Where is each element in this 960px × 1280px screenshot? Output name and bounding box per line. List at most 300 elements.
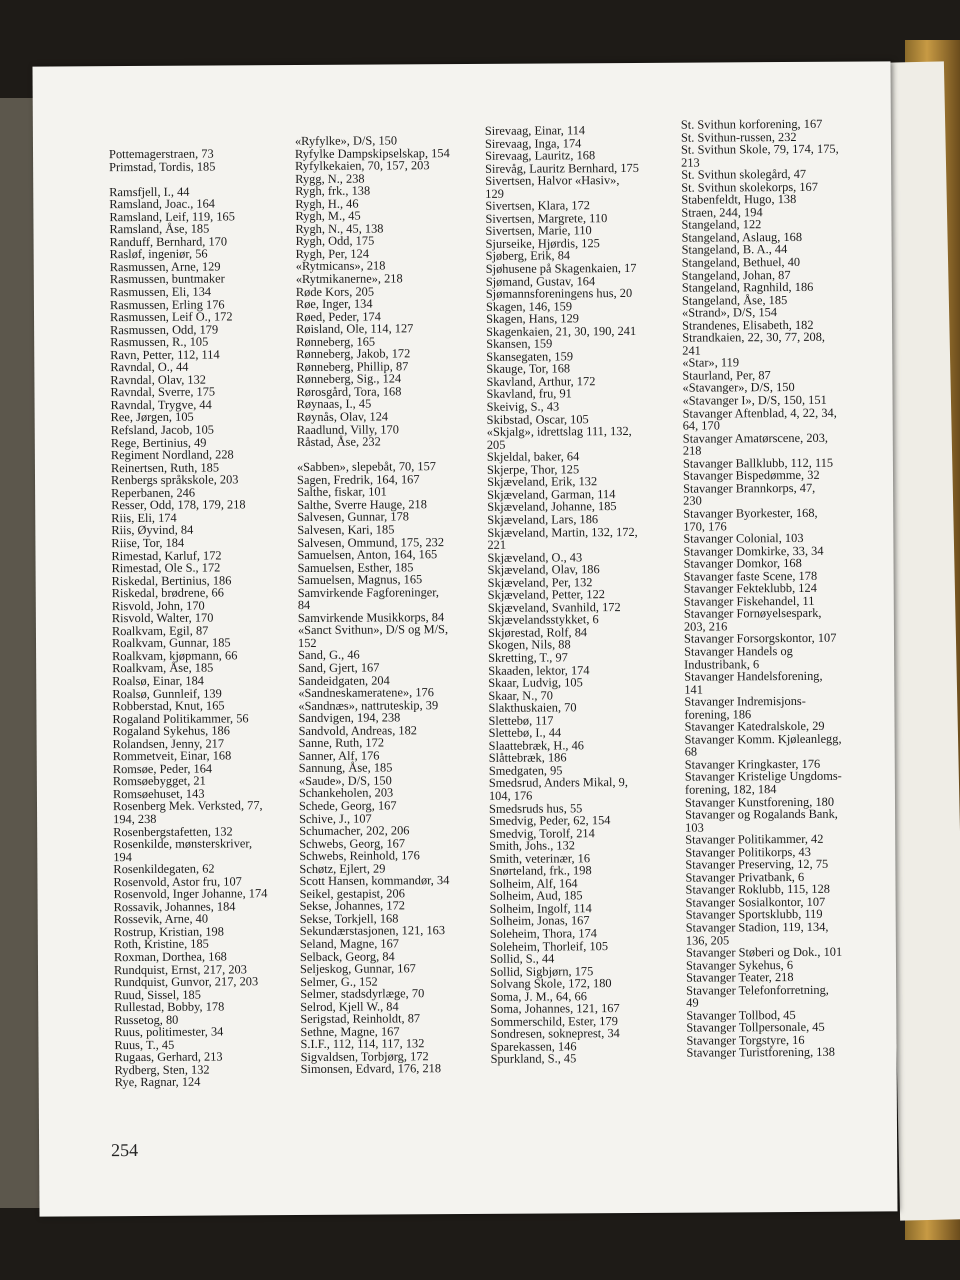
index-entry: Sivertsen, Margrete, 110 [485, 210, 608, 226]
index-entry: Rimestad, Ole S., 172 [111, 560, 221, 576]
index-entry: Skavland, Arthur, 172 [486, 374, 596, 389]
index-entry: Solheim, Alf, 164 [489, 876, 578, 891]
index-entry: St. Svithun korforening, 167 [680, 116, 823, 132]
index-entry: Stabenfeldt, Hugo, 138 [681, 192, 797, 207]
index-entry: «Sandnæs», nattruteskip, 39 [298, 697, 439, 713]
index-entry: Stavanger Forsorgskontor, 107 [683, 631, 837, 647]
index-entry: Stavanger Telefonforretning, [686, 982, 829, 998]
index-entry: Sivertsen, Klara, 172 [485, 198, 591, 214]
index-entry: «Strand», D/S, 154 [681, 305, 778, 320]
index-entry: Rasmussen, Eli, 134 [109, 284, 212, 300]
index-entry: St. Svithun skolegård, 47 [681, 167, 807, 182]
index-entry: Stavanger Kristelige Ungdoms- [684, 769, 842, 785]
index-entry: Ruus, politimester, 34 [114, 1024, 224, 1040]
index-entry: Skjerpe, Thor, 125 [486, 462, 580, 477]
index-entry: Skaar, Ludvig, 105 [488, 675, 583, 690]
index-entry: Stangeland, 122 [681, 217, 762, 233]
index-entry: Sirevaag, Lauritz, 168 [485, 148, 596, 163]
index-entry: Rogaland Politikammer, 56 [112, 710, 249, 726]
index-entry: Rundquist, Ernst, 217, 203 [113, 961, 247, 977]
index-entry: 170, 176 [683, 518, 727, 534]
index-entry: Sommerschild, Ester, 179 [490, 1013, 618, 1029]
index-entry: Strandkaien, 22, 30, 77, 208, [682, 330, 826, 345]
index-entry: Stavanger Politikammer, 42 [685, 831, 824, 847]
index-entry: Skjæveland, Svanhild, 172 [487, 599, 621, 615]
index-entry: Primstad, Tordis, 185 [109, 159, 216, 174]
index-entry: Solheim, Jonas, 167 [489, 913, 590, 929]
index-entry: 205 [486, 437, 506, 452]
index-entry: Stavanger Domkirke, 33, 34 [683, 543, 824, 559]
index-entry: Sjømand, Gustav, 164 [485, 273, 596, 289]
index-entry: St. Svithun Skole, 79, 174, 175, [680, 141, 839, 157]
index-entry: Skansen, 159 [486, 336, 553, 352]
index-entry: Skretting, T., 97 [488, 650, 568, 665]
index-entry: Slettebø, I., 44 [488, 725, 562, 741]
index-column-2 [295, 134, 455, 1076]
index-entry: Stavanger Colonial, 103 [683, 530, 804, 546]
index-entry: Stavanger Domkor, 168 [683, 556, 802, 571]
index-entry: Smedsruds hus, 55 [488, 800, 583, 816]
index-entry: Rostrup, Kristian, 198 [113, 924, 224, 940]
index-entry: Rommetveit, Einar, 168 [112, 748, 232, 764]
index-entry: forening, 186 [684, 706, 752, 722]
index-entry: Smith, veterinær, 16 [489, 850, 591, 866]
index-entry: Skansegaten, 159 [486, 349, 574, 364]
index-entry: Sjømannsforeningens hus, 20 [485, 286, 633, 301]
index-entry: Roalkvam, Gunnar, 185 [111, 635, 231, 651]
index-entry: Sandvold, Andreas, 182 [298, 722, 417, 738]
page-number: 254 [111, 1140, 139, 1161]
index-entry: Stavanger Handelsforening, [684, 668, 823, 684]
index-entry: Sollid, Sigbjørn, 175 [489, 963, 594, 979]
index-entry: Rugaas, Gerhard, 213 [114, 1049, 223, 1065]
index-entry: Stavanger Bispedømme, 32 [682, 468, 820, 483]
index-entry: «Ryfylke», D/S, 150 [294, 133, 398, 149]
index-entry: Rønneberg, 165 [296, 334, 376, 349]
index-entry: Ravndal, Sverre, 175 [110, 384, 216, 400]
index-entry: Strandenes, Elisabeth, 182 [682, 317, 814, 333]
index-entry: Skagen, 146, 159 [485, 298, 573, 314]
index-entry: Rasmussen, R., 105 [110, 334, 209, 350]
index-entry: Stavanger Turistforening, 138 [686, 1045, 835, 1061]
index-entry: Rønneberg, Phillip, 87 [296, 359, 409, 374]
index-entry: Romsøehuset, 143 [112, 786, 205, 802]
index-entry: Slakthuskaien, 70 [488, 700, 577, 716]
index-entry: Salvesen, Ommund, 175, 232 [297, 534, 445, 550]
index-entry: Ree, Jørgen, 105 [110, 410, 194, 425]
index-entry: Skjæveland, Erik, 132 [486, 474, 598, 490]
index-entry: Soleheim, Thorleif, 105 [489, 938, 609, 954]
index-entry: Rygh, N., 45, 138 [295, 221, 384, 236]
index-entry: Stavanger Komm. Kjøleanlegg, [684, 731, 842, 747]
index-entry: Riskedal, brødrene, 66 [111, 585, 224, 601]
index-entry: Skjæveland, O., 43 [487, 549, 583, 565]
index-entry: Smedvig, Torolf, 214 [489, 825, 595, 841]
index-entry: Selback, Georg, 84 [299, 948, 395, 964]
index-entry: Stavanger Fiskehandel, 11 [683, 593, 815, 609]
index-entry: Stangeland, Bethuel, 40 [681, 254, 801, 270]
index-entry: Roth, Kristine, 185 [113, 937, 209, 952]
index-entry: Seland, Magne, 167 [299, 936, 400, 952]
index-entry: 103 [685, 820, 704, 835]
index-entry: 213 [681, 155, 700, 170]
index-entry: «Rytmicans», 218 [295, 258, 386, 274]
index-entry: Sand, Gjert, 167 [298, 660, 380, 675]
index-entry: Stavanger Sportsklubb, 119 [685, 907, 823, 923]
index-entry: Sekundærstasjonen, 121, 163 [299, 923, 446, 939]
index-entry: Soma, Johannes, 121, 167 [490, 1001, 620, 1017]
index-entry: Sekse, Johannes, 172 [299, 898, 405, 914]
index-entry: Ravndal, Olav, 132 [110, 372, 207, 388]
index-entry: Slettebø, 117 [488, 713, 554, 728]
index-entry: Schankeholen, 203 [298, 785, 394, 801]
index-entry: Scott Hansen, kommandør, 34 [299, 873, 450, 889]
index-entry: Smedsrud, Anders Mikal, 9, [488, 775, 628, 791]
index-entry: St. Svithun-russen, 232 [680, 129, 797, 145]
index-entry: Roalkvam, Egil, 87 [111, 623, 209, 638]
index-entry: Schede, Georg, 167 [298, 798, 397, 814]
index-entry: Rygh, Odd, 175 [295, 233, 375, 249]
index-entry: forening, 182, 184 [684, 782, 777, 797]
index-entry: Stavanger Aftenblad, 4, 22, 34, [682, 405, 837, 421]
index-entry: Roalsø, Einar, 184 [112, 673, 205, 689]
index-entry: Samvirkende Musikkorps, 84 [297, 609, 445, 625]
index-entry: Stavanger Teater, 218 [686, 970, 794, 985]
index-entry: Stavanger Tollbod, 45 [686, 1007, 796, 1023]
index-entry: Slaattebræk, H., 46 [488, 738, 585, 753]
index-entry: Solheim, Ingolf, 114 [489, 901, 592, 916]
index-entry: Selmer, G., 152 [300, 974, 378, 989]
index-entry: Skagenkaien, 21, 30, 190, 241 [486, 323, 637, 339]
index-entry: Stavanger Ballklubb, 112, 115 [682, 455, 834, 471]
index-entry: 68 [684, 744, 698, 760]
index-entry: Sparekassen, 146 [490, 1039, 577, 1054]
index-entry: Serigstad, Reinholdt, 87 [300, 1011, 421, 1027]
index-entry: Stavanger Kunstforening, 180 [684, 794, 835, 810]
index-entry: Raadlund, Villy, 170 [296, 421, 399, 437]
index-entry: Skjæveland, Olav, 186 [487, 562, 600, 578]
index-entry: Renbergs språkskole, 203 [110, 472, 239, 488]
index-entry: Reperbanen, 246 [111, 485, 196, 500]
index-entry: Roalkvam, kjøpmann, 66 [112, 648, 238, 664]
index-entry: Salthe, Sverre Hauge, 218 [297, 497, 427, 512]
index-entry: Rosenvold, Inger Johanne, 174 [113, 886, 268, 902]
index-entry: Simonsen, Edvard, 176, 218 [300, 1061, 442, 1077]
index-entry: Rønneberg, Jakob, 172 [296, 346, 411, 362]
index-entry: Risvold, John, 170 [111, 598, 205, 613]
index-entry: Stavanger Sosialkontor, 107 [685, 894, 826, 910]
index-page [32, 61, 897, 1216]
index-column-4 [681, 118, 844, 1060]
index-entry: 241 [682, 343, 701, 358]
index-entry: Ravndal, O., 44 [110, 359, 189, 375]
index-entry: Salthe, fiskar, 101 [297, 484, 387, 500]
index-entry: Sivertsen, Halvor «Hasiv», [485, 173, 620, 189]
index-entry: Sagen, Fredrik, 164, 167 [296, 472, 420, 487]
index-entry: Skjæveland, Per, 132 [487, 574, 593, 590]
index-entry: Sanne, Ruth, 172 [298, 735, 385, 751]
index-entry: Rye, Ragnar, 124 [114, 1075, 201, 1090]
index-entry: Industribank, 6 [684, 656, 760, 672]
index-entry: Stavanger Preserving, 12, 75 [685, 857, 829, 872]
index-entry: Skavland, fru, 91 [486, 386, 572, 402]
index-entry: Rasmussen, Arne, 129 [109, 259, 221, 275]
index-entry: Sethne, Magne, 167 [300, 1024, 400, 1039]
index-entry: Sjøberg, Erik, 84 [485, 248, 571, 264]
index-entry: 194 [113, 849, 132, 864]
index-entry: Schwebs, Reinhold, 176 [299, 848, 420, 864]
index-entry: Rosenberg Mek. Verksted, 77, [112, 798, 263, 814]
index-entry: «Skjalg», idrettslag 111, 132, [486, 424, 632, 439]
index-entry: «Sandneskameratene», 176 [298, 685, 434, 701]
index-entry: Ramsland, Åse, 185 [109, 221, 210, 237]
index-entry: St. Svithun skolekorps, 167 [681, 179, 818, 195]
index-entry: Stavanger Indremisjons- [684, 694, 806, 709]
index-entry: Solheim, Aud, 185 [489, 888, 583, 904]
index-entry: «Sabben», slepebåt, 70, 157 [296, 459, 437, 475]
index-entry: Sirevaag, Inga, 174 [484, 135, 582, 151]
index-entry: Stavanger faste Scene, 178 [683, 568, 818, 584]
index-entry: Stavanger Byorkester, 168, [683, 505, 818, 521]
index-entry: 152 [297, 635, 317, 650]
index-entry: Sekse, Torkjell, 168 [299, 911, 399, 926]
index-entry: Sjurseike, Hjørdis, 125 [485, 236, 600, 251]
index-entry: Reinertsen, Ruth, 185 [110, 460, 220, 475]
index-entry: Stavanger Katedralskole, 29 [684, 719, 825, 734]
index-entry: Røde Kors, 205 [295, 284, 375, 299]
index-entry: «Star», 119 [682, 355, 740, 371]
index-entry: Rygh, Per, 124 [295, 246, 370, 261]
index-entry: Ruud, Sissel, 185 [114, 987, 201, 1002]
index-entry: 64, 170 [682, 418, 720, 433]
index-entry: 84 [297, 598, 311, 613]
index-entry: Rygg, N., 238 [295, 171, 365, 186]
index-entry: Ryfylkekaien, 70, 157, 203 [295, 158, 430, 174]
index-entry: Sannung, Åse, 185 [298, 760, 393, 776]
index-entry: Rullestad, Bobby, 178 [114, 999, 225, 1015]
index-entry: Schumacher, 202, 206 [299, 823, 410, 839]
index-entry: Stavanger Roklubb, 115, 128 [685, 882, 831, 898]
index-entry: Sollid, S., 44 [489, 951, 555, 966]
index-entry: Sivertsen, Marie, 110 [485, 223, 592, 239]
index-entry: Smith, Johs., 132 [489, 838, 576, 854]
index-entry: «Stavanger I», D/S, 150, 151 [682, 392, 827, 408]
index-entry: Røynås, Olav, 124 [296, 409, 389, 425]
index-entry: Rasmussen, Leif O., 172 [109, 309, 233, 325]
index-entry: Skagen, Hans, 129 [486, 311, 580, 327]
index-entry: Romsøebygget, 21 [112, 773, 206, 789]
index-entry: Stangeland, Aslaug, 168 [681, 229, 803, 245]
index-entry: Snørteland, frk., 198 [489, 863, 592, 879]
index-entry: Rydberg, Sten, 132 [114, 1062, 210, 1078]
index-entry: Samuelsen, Anton, 164, 165 [297, 547, 438, 563]
index-entry: Rege, Bertinius, 49 [110, 435, 207, 450]
index-entry: Stavanger Kringkaster, 176 [684, 756, 821, 772]
index-column-3 [485, 124, 645, 1066]
index-entry: Rygh, H., 46 [295, 196, 359, 211]
index-entry: Skaaden, lektor, 174 [488, 662, 590, 678]
index-entry: Risvold, Walter, 170 [111, 610, 214, 626]
index-entry: «Rytmikanerne», 218 [295, 271, 403, 287]
index-entry: Stavanger Torgstyre, 16 [686, 1032, 805, 1048]
index-entry: Schwebs, Georg, 167 [299, 835, 406, 851]
index-entry: Rasmussen, Odd, 179 [110, 322, 219, 337]
index-entry: Samuelsen, Magnus, 165 [297, 572, 423, 588]
index-entry: Slåttebræk, 186 [488, 750, 567, 766]
index-entry: Råstad, Åse, 232 [296, 434, 381, 450]
index-entry: Solvang Skole, 172, 180 [490, 976, 612, 992]
index-entry: Sigvaldsen, Torbjørg, 172 [300, 1049, 429, 1064]
index-entry: Ramsland, Joac., 164 [109, 196, 216, 212]
index-entry: Ravndal, Trygve, 44 [110, 397, 212, 413]
index-entry: 218 [682, 443, 702, 458]
index-entry: Røynaas, I., 45 [296, 397, 372, 412]
index-entry: Stavanger Amatørscene, 203, [682, 430, 829, 446]
index-entry: Skaar, N., 70 [488, 688, 553, 703]
index-entry: Riis, Eli, 174 [111, 510, 177, 526]
index-entry: Røed, Peder, 174 [295, 309, 381, 324]
index-entry: Salvesen, Kari, 185 [297, 522, 395, 537]
index-entry: Randuff, Bernhard, 170 [109, 234, 228, 249]
index-entry: Sandeidgaten, 204 [298, 672, 390, 688]
index-entry: Stavanger Tollpersonale, 45 [686, 1020, 825, 1036]
index-entry: Rossavik, Johannes, 184 [113, 899, 236, 914]
index-entry: Rygh, M., 45 [295, 208, 361, 224]
index-entry: Stangeland, Ragnhild, 186 [681, 279, 814, 295]
index-entry: Stavanger Fekteklubb, 124 [683, 581, 817, 596]
index-entry: Skogen, Nils, 88 [487, 637, 571, 653]
index-entry: Rasløf, ingeniør, 56 [109, 246, 208, 262]
index-entry: Romsøe, Peder, 164 [112, 761, 213, 776]
index-entry: Ramsfjell, I., 44 [109, 184, 190, 199]
index-entry: Ravn, Petter, 112, 114 [110, 347, 220, 362]
index-entry: Sondresen, sokneprest, 34 [490, 1026, 620, 1042]
index-entry: Soleheim, Thora, 174 [489, 926, 597, 941]
index-entry: Spurkland, S., 45 [490, 1051, 577, 1067]
index-entry: Skjæveland, Martin, 132, 172, [487, 524, 638, 540]
index-entry: Robberstad, Knut, 165 [112, 698, 225, 714]
index-entry: Rosenkilde, mønsterskriver, [113, 836, 253, 852]
index-entry: Stavanger Privatbank, 6 [685, 869, 805, 885]
index-entry: Selrod, Kjell W., 84 [300, 999, 399, 1014]
index-entry: 203, 216 [683, 619, 728, 634]
index-entry: 141 [684, 682, 703, 697]
index-entry: Stavanger Støberi og Dok., 101 [685, 944, 843, 960]
index-entry: Stangeland, Johan, 87 [681, 267, 791, 283]
index-entry: Stavanger Fornøyelsespark, [683, 606, 822, 621]
index-entry: Skauge, Tor, 168 [486, 361, 571, 377]
index-entry: Stavanger Politikorps, 43 [685, 844, 811, 860]
index-entry: Sanner, Alf, 176 [298, 748, 380, 763]
index-entry: Skjævelandsstykket, 6 [487, 612, 599, 628]
index-entry: Seikel, gestapist, 206 [299, 886, 405, 901]
index-entry: Selmer, stadsdyrlæge, 70 [300, 986, 425, 1002]
index-entry: Rønneberg, Sig., 124 [296, 371, 402, 387]
index-entry: Stavanger Stadion, 119, 134, [685, 919, 829, 935]
index-entry: Røe, Inger, 134 [295, 296, 373, 312]
index-entry: Smedvig, Peder, 62, 154 [489, 813, 611, 828]
index-entry: 129 [485, 186, 504, 201]
index-entry: 230 [683, 493, 702, 509]
index-entry: Staurland, Per, 87 [682, 368, 771, 383]
index-entry: Roalkvam, Åse, 185 [112, 660, 214, 676]
index-entry: Skibstad, Oscar, 105 [486, 411, 589, 427]
index-entry: Stavanger og Rogalands Bank, [685, 806, 838, 822]
index-entry: Russetog, 80 [114, 1012, 179, 1027]
index-entry: «Saude», D/S, 150 [298, 773, 392, 788]
index-entry: «Stavanger», D/S, 150 [682, 380, 795, 396]
index-entry: Pottemagerstraen, 73 [108, 146, 214, 162]
index-entry: Riis, Øyvind, 84 [111, 523, 194, 538]
index-entry: Rosenkildegaten, 62 [113, 861, 215, 877]
index-entry: S.I.F., 112, 114, 117, 132 [300, 1036, 425, 1052]
index-entry: Soma, J. M., 64, 66 [490, 988, 587, 1004]
index-entry: Rosenvold, Astor fru, 107 [113, 874, 242, 889]
index-entry: 49 [686, 995, 699, 1010]
index-entry: Ramsland, Leif, 119, 165 [109, 209, 235, 224]
index-entry: Schive, J., 107 [299, 811, 372, 826]
index-entry: Rasmussen, buntmaker [109, 271, 225, 287]
index-entry: Skjæveland, Petter, 122 [487, 587, 605, 603]
index-entry: Stavanger Brannkorps, 47, [683, 480, 816, 496]
index-entry: Rygh, frk., 138 [295, 183, 371, 199]
index-entry: Sjøhusene på Skagenkaien, 17 [485, 260, 637, 276]
index-entry: 221 [487, 537, 507, 552]
index-entry: Skjæveland, Johanne, 185 [487, 499, 617, 515]
index-column-1 [109, 147, 269, 1089]
index-entry: Sand, G., 46 [298, 648, 360, 663]
index-entry: Rossevik, Arne, 40 [113, 911, 209, 927]
index-entry: Røisland, Ole, 114, 127 [296, 321, 414, 337]
index-entry: Skjæveland, Garman, 114 [487, 486, 616, 502]
index-entry: Rimestad, Karluf, 172 [111, 547, 222, 563]
index-entry: Schøtz, Ejlert, 29 [299, 861, 386, 876]
index-entry: Sirevaag, Einar, 114 [484, 123, 586, 138]
index-entry: Riskedal, Bertinius, 186 [111, 573, 232, 588]
index-entry: Stavanger Sykehus, 6 [685, 957, 794, 973]
index-entry: Rogaland Sykehus, 186 [112, 723, 230, 739]
index-entry: Rundquist, Gunvor, 217, 203 [114, 974, 259, 990]
index-entry: Seljeskog, Gunnar, 167 [299, 961, 416, 977]
index-entry: Rasmussen, Erling 176 [109, 297, 225, 312]
index-entry: Stavanger Handels og [684, 643, 793, 659]
index-entry: Riise, Tor, 184 [111, 535, 185, 551]
index-entry: Stangeland, B. A., 44 [681, 242, 788, 258]
index-entry: Roxman, Dorthea, 168 [113, 949, 227, 965]
index-entry: 104, 176 [488, 788, 533, 803]
index-entry: Sandvigen, 194, 238 [298, 710, 401, 726]
index-entry: Skjeldal, baker, 64 [486, 449, 580, 465]
index-entry: Rolandsen, Jenny, 217 [112, 736, 225, 751]
index-entry: Resser, Odd, 178, 179, 218 [111, 497, 246, 513]
index-entry: Skjørestad, Rolf, 84 [487, 625, 588, 640]
index-entry: Rosenbergstafetten, 132 [113, 823, 233, 839]
index-entry: Samuelsen, Esther, 185 [297, 559, 414, 575]
index-entry: 136, 205 [685, 932, 730, 948]
index-entry: Sirevåg, Lauritz Bernhard, 175 [485, 160, 639, 176]
index-entry: Skjæveland, Lars, 186 [487, 512, 599, 527]
index-entry: Stangeland, Åse, 185 [681, 292, 788, 308]
index-entry: Salvesen, Gunnar, 178 [297, 509, 409, 525]
index-entry: Skeivig, S., 43 [486, 399, 560, 414]
index-entry: Refsland, Jacob, 105 [110, 422, 214, 438]
index-entry: Rørosgård, Tora, 168 [296, 384, 402, 399]
index-entry: Samvirkende Fagforeninger, [297, 584, 440, 600]
index-entry: Straen, 244, 194 [681, 205, 763, 220]
index-entry: Smedgaten, 95 [488, 763, 563, 778]
index-entry: 194, 238 [113, 811, 157, 827]
index-entry: «Sanct Svithun», D/S og M/S, [297, 622, 449, 638]
